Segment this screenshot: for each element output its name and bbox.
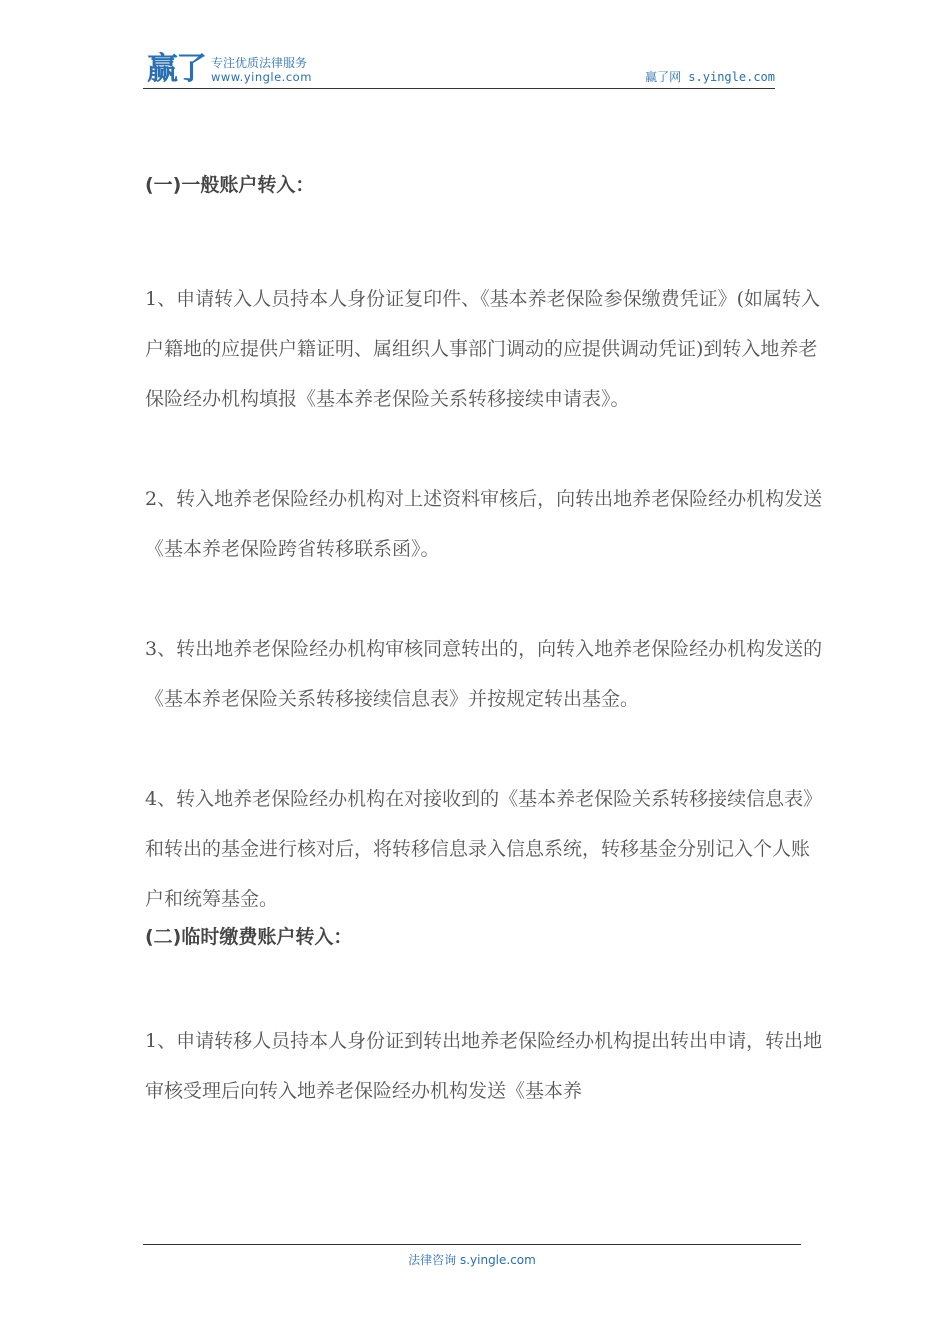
footer-link[interactable]: 法律咨询 s.yingle.com xyxy=(408,1253,536,1267)
paragraph-step-4: 4、转入地养老保险经办机构在对接收到的《基本养老保险关系转移接续信息表》和转出的基金进行核对后，将转移信息录入信息系统，转移基金分别记入个人账户和统筹基金。 xyxy=(145,788,823,910)
logo-url: www.yingle.com xyxy=(211,70,312,84)
paragraph-step-1: 1、申请转入人员持本人身份证复印件、《基本养老保险参保缴费凭证》(如属转入户籍地的应提供户籍证明、属组织人事部门调动的应提供调动凭证)到转入地养老保险经办机构填报《基本养老保险关系转移接续申请表》。 xyxy=(145,288,821,410)
section-heading-temporary-account: (二)临时缴费账户转入： xyxy=(145,926,353,948)
logo-slogan: 专注优质法律服务 xyxy=(211,56,308,70)
page-footer xyxy=(143,1244,801,1268)
paragraph-temp-step-1: 1、申请转移人员持本人身份证到转出地养老保险经办机构提出转出申请，转出地审核受理后向转入地养老保险经办机构发送《基本养 xyxy=(145,1030,823,1102)
yingle-logo[interactable] xyxy=(147,52,312,86)
logo-mark: 赢了 xyxy=(147,51,205,87)
paragraph-step-3: 3、转出地养老保险经办机构审核同意转出的，向转入地养老保险经办机构发送的《基本养老保险关系转移接续信息表》并按规定转出基金。 xyxy=(145,638,823,710)
header-site-link[interactable]: 赢了网 s.yingle.com xyxy=(645,70,775,84)
page-header xyxy=(143,52,775,89)
section-heading-general-account: (一)一般账户转入： xyxy=(145,174,315,196)
logo-text xyxy=(211,56,312,86)
document-body xyxy=(145,172,825,1116)
paragraph-step-2: 2、转入地养老保险经办机构对上述资料审核后，向转出地养老保险经办机构发送《基本养老保险跨省转移联系函》。 xyxy=(145,488,823,560)
